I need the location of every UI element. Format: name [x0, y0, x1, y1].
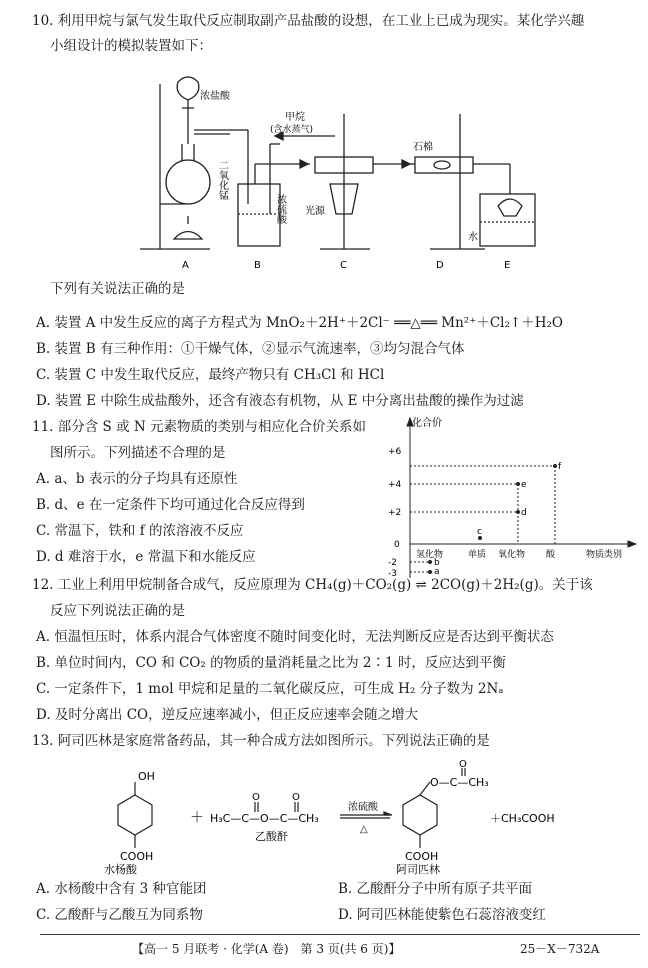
q11-stem-line2: 图所示。下列描述不合理的是: [50, 445, 226, 461]
xcat-oxide: 氧化物: [498, 550, 526, 560]
q10-option-d: D. 装置 E 中除生成盐酸外，还含有液态有机物，从 E 中分离出盐酸的操作为过滤: [36, 393, 524, 409]
footer-rule: [40, 934, 640, 935]
ytick-0: 0: [394, 540, 400, 550]
label-D: D: [436, 260, 444, 271]
aspirin-ester: O—C—CH₃: [430, 776, 489, 789]
anhydride-o1: O: [252, 792, 260, 803]
chart-ylabel: 化合价: [412, 418, 442, 429]
anhydride-name: 乙酸酐: [255, 830, 288, 843]
label-shimian: 石棉: [413, 142, 433, 153]
q11-option-c: C. 常温下，铁和 f 的浓溶液不反应: [36, 523, 244, 539]
label-hanshuizhengqi: (含水蒸气): [270, 125, 314, 135]
byproduct: ＋CH₃COOH: [490, 812, 555, 825]
q11-stem-line1: 11. 部分含 S 或 N 元素物质的类别与相应化合价关系如: [32, 419, 366, 435]
label-B: B: [254, 260, 261, 271]
xcat-hydride: 氢化物: [416, 550, 444, 560]
q12-stem-line2: 反应下列说法正确的是: [50, 603, 185, 619]
aspirin-cooh: COOH: [405, 850, 439, 863]
q11-option-d: D. d 难溶于水，e 常温下和水能反应: [36, 549, 256, 565]
q10-option-a: A. 装置 A 中发生反应的离子方程式为 MnO₂＋2H⁺＋2Cl⁻ ══△══ Mn²⁺＋Cl₂↑＋H₂O: [36, 315, 563, 331]
label-guangyuan: 光源: [305, 206, 325, 217]
ytick-p4: +4: [388, 480, 402, 490]
q10-stem-line1: 10. 利用甲烷与氯气发生取代反应制取副产品盐酸的设想，在工业上已成为现实。某化学兴趣: [32, 13, 585, 29]
point-a: a: [434, 567, 440, 577]
q12-option-c: C. 一定条件下，1 mol 甲烷和足量的二氧化碳反应，可生成 H₂ 分子数为 2Nₐ: [36, 681, 504, 697]
catalyst-label: 浓硫酸: [348, 802, 378, 813]
q10-ask: 下列有关说法正确的是: [50, 281, 185, 297]
label-nongyansuan: 浓盐酸: [200, 91, 230, 102]
q10-option-c: C. 装置 C 中发生取代反应，最终产物只有 CH₃Cl 和 HCl: [36, 367, 385, 383]
xcat-acid: 酸: [546, 550, 556, 560]
q13-option-a: A. 水杨酸中含有 3 种官能团: [36, 881, 207, 897]
synthesis-scheme: [90, 760, 610, 875]
q13-stem: 13. 阿司匹林是家庭常备药品，其一种合成方法如图所示。下列说法正确的是: [32, 733, 490, 749]
chart-xlabel: 物质类别: [586, 550, 623, 560]
ytick-p6: +6: [388, 447, 402, 457]
point-c: c: [477, 527, 482, 537]
aspirin-name: 阿司匹林: [396, 863, 440, 875]
plus-sign: ＋: [190, 810, 204, 826]
q11-option-a: A. a、b 表示的分子均具有还原性: [36, 471, 238, 487]
aspirin-o: O: [459, 760, 467, 770]
point-e: e: [521, 480, 527, 490]
q12-option-b: B. 单位时间内，CO 和 CO₂ 的物质的量消耗量之比为 2∶1 时，反应达到平衡: [36, 655, 506, 671]
anhydride-formula: H₃C—C—O—C—CH₃: [210, 812, 319, 825]
label-shui: 水: [468, 232, 478, 243]
point-d: d: [521, 508, 527, 518]
xcat-element: 单质: [468, 550, 487, 560]
label-E: E: [504, 260, 511, 271]
anhydride-o2: O: [292, 792, 300, 803]
ytick-m2: -2: [388, 558, 397, 568]
label-A: A: [182, 260, 189, 271]
q13-option-b: B. 乙酸酐分子中所有原子共平面: [338, 881, 533, 897]
q13-option-d: D. 阿司匹林能使紫色石蕊溶液变红: [338, 907, 546, 923]
q10-option-b: B. 装置 B 有三种作用：①干燥气体，②显示气流速率，③均匀混合气体: [36, 341, 465, 357]
heat-symbol: △: [360, 824, 368, 835]
footer-right: 25－X－732A: [520, 942, 600, 956]
sal-cooh: COOH: [120, 850, 154, 863]
point-f: f: [558, 462, 562, 472]
footer-left: 【高一 5 月联考 · 化学(A 卷) 第 3 页(共 6 页)】: [132, 942, 401, 956]
apparatus-diagram: [130, 64, 540, 274]
q13-option-c: C. 乙酸酐与乙酸互为同系物: [36, 907, 203, 923]
label-nongliusuan: 浓硫酸: [274, 194, 286, 224]
q12-option-d: D. 及时分离出 CO，逆反应速率减小，但正反应速率会随之增大: [36, 707, 419, 723]
point-b: b: [434, 558, 440, 568]
sal-name: 水杨酸: [104, 863, 137, 875]
ytick-p2: +2: [388, 508, 402, 518]
ytick-m3: -3: [388, 569, 397, 579]
q12-option-a: A. 恒温恒压时，体系内混合气体密度不随时间变化时，无法判断反应是否达到平衡状态: [36, 629, 554, 645]
label-jiawan: 甲烷: [285, 112, 305, 123]
label-C: C: [340, 260, 347, 271]
q11-option-b: B. d、e 在一定条件下均可通过化合反应得到: [36, 497, 305, 513]
q12-stem-line1: 12. 工业上利用甲烷制备合成气，反应原理为 CH₄(g)＋CO₂(g) ⇌ 2CO(g)＋2H₂(g)。关于该: [32, 577, 593, 593]
q10-stem-line2: 小组设计的模拟装置如下：: [50, 38, 212, 54]
valence-chart: [380, 414, 640, 584]
sal-oh: OH: [138, 770, 155, 783]
label-eryanghuameng: 二氧化锰: [216, 160, 228, 200]
